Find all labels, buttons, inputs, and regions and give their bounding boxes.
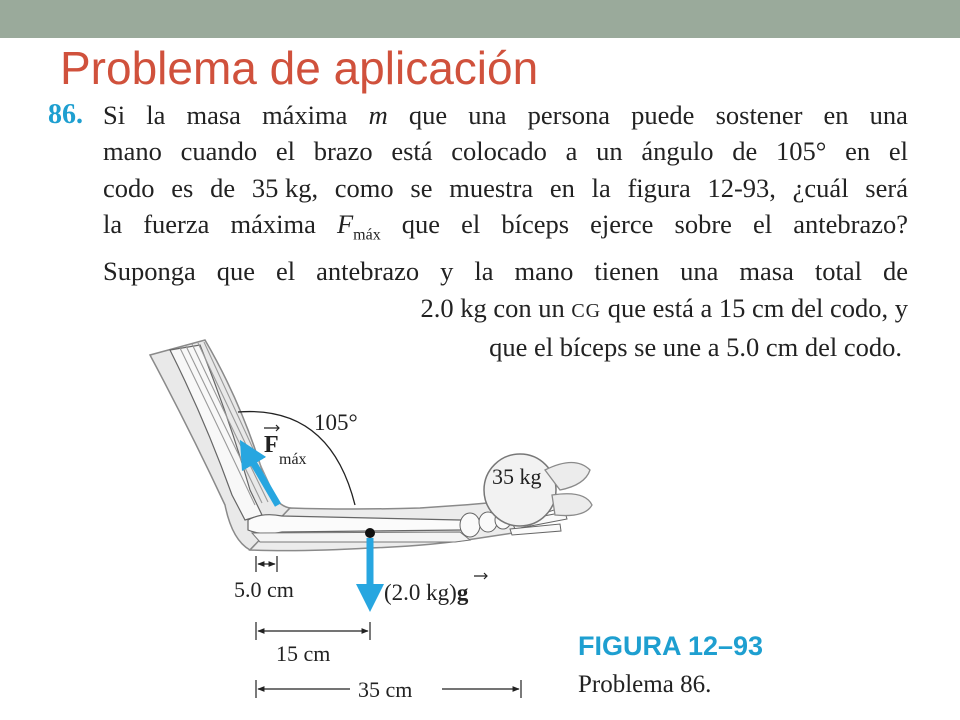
figure-label: FIGURA 12–93 <box>578 631 764 661</box>
cg-point <box>365 528 375 538</box>
dimension-15cm <box>256 622 370 640</box>
figure-caption: Problema 86. <box>578 671 712 698</box>
dim-5cm-label: 5.0 cm <box>234 577 294 602</box>
problem-line-7: que el bíceps se une a 5.0 cm del codo. <box>489 332 902 363</box>
angle-label: 105° <box>314 410 358 435</box>
problem-line-6: 2.0 kg con un CG que está a 15 cm del codo, y <box>420 292 908 323</box>
force-label <box>264 425 307 468</box>
problem-line-4: la fuerza máxima $F_{máx}$ que el bíceps ejerce sobre el antebrazo? <box>103 208 908 244</box>
slide-title: Problema de aplicación <box>60 42 539 94</box>
vector-arrow-icon <box>474 573 487 579</box>
problem-line-1: Si la masa máxima m que una persona puede sostener en una <box>103 100 908 130</box>
problem-number: 86. <box>48 99 83 130</box>
problem-line-5: Suponga que el antebrazo y la mano tienen una masa total de <box>103 256 908 287</box>
mass-label: 35 kg <box>492 464 542 489</box>
dim-35cm-label: 35 cm <box>358 677 413 702</box>
svg-text:F: F <box>264 432 279 458</box>
svg-text:máx: máx <box>279 451 307 468</box>
dimension-5cm <box>256 556 277 572</box>
top-bar <box>0 0 960 38</box>
vector-arrow-icon <box>264 425 279 431</box>
arm-figure <box>0 330 960 720</box>
problem-text <box>103 97 908 365</box>
problem-line-2: mano cuando el brazo está colocado a un ángulo de 105° en el <box>103 136 908 167</box>
ulna-bone <box>252 532 470 542</box>
problem-line-3: codo es de 35 kg, como se muestra en la figura 12-93, ¿cuál será <box>103 172 908 203</box>
dim-15cm-label: 15 cm <box>276 641 331 666</box>
weight-label: (2.0 kg)g <box>384 580 469 605</box>
